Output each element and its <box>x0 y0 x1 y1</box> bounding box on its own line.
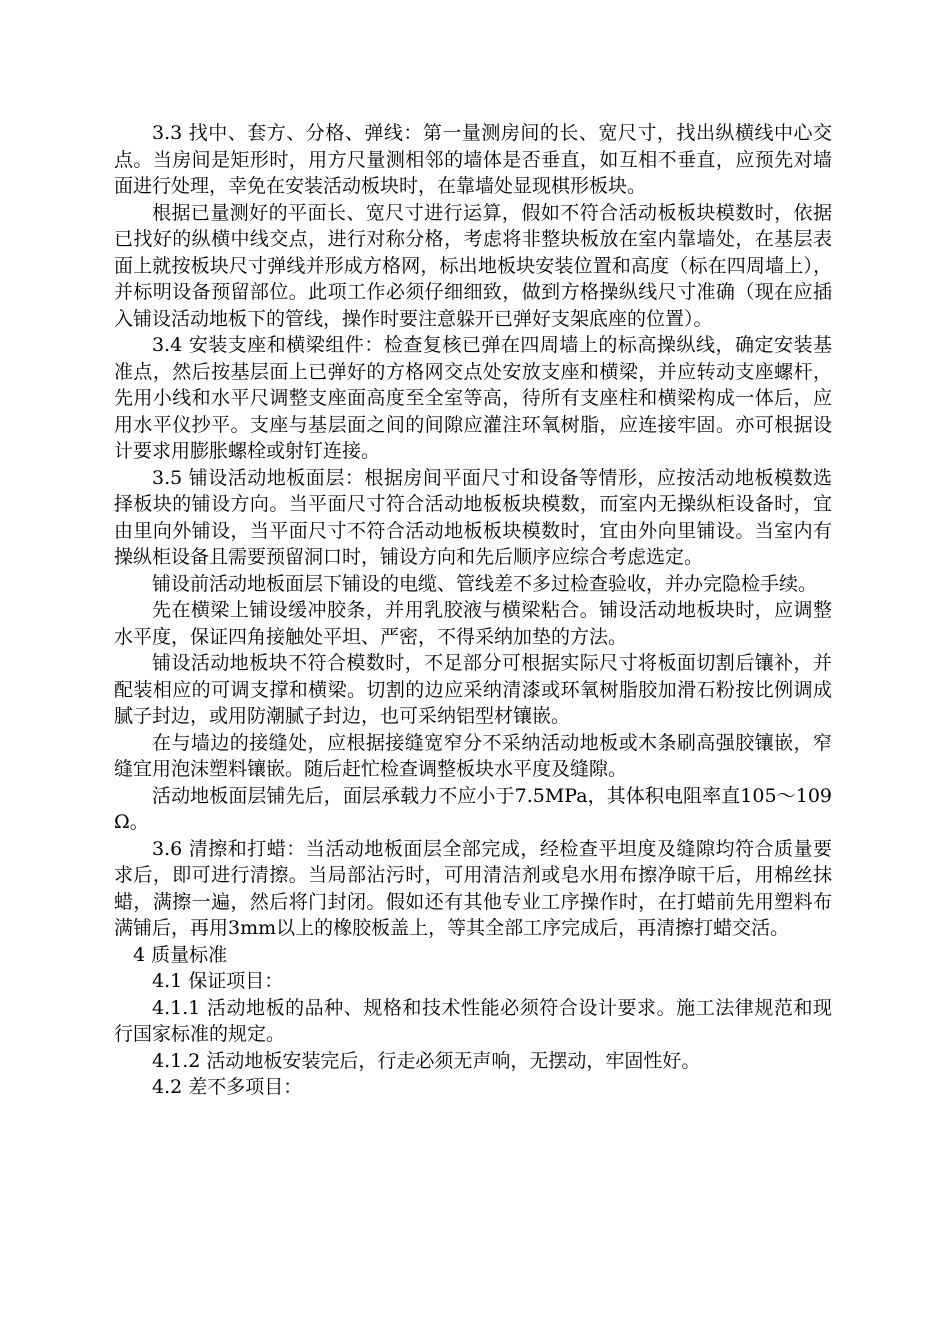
paragraph-4-1: 4.1 保证项目： <box>152 970 284 992</box>
paragraph-cutting: 铺设活动地板块不符合模数时，不足部分可根据实际尺寸将板面切割后镶补，并配装相应的可调支撑和横梁。切割的边应采纳清漆或环氧树脂胶加滑石粉按比例调成腻子封边，或用防潮腻子封边，也可采纳铝型材镶嵌。 <box>114 652 832 727</box>
paragraph-buffer-strip: 先在横梁上铺设缓冲胶条，并用乳胶液与横梁粘合。铺设活动地板块时，应调整水平度，保证四角接触处平坦、严密，不得采纳加垫的方法。 <box>114 599 832 648</box>
paragraph-3-4: 3.4 安装支座和横梁组件：检查复核已弹在四周墙上的标高操纵线，确定安装基准点，然后按基层面上已弹好的方格网交点处安放支座和横梁，并应转动支座螺杆，先用小线和水平尺调整支座面高度至全室等高，待所有支座柱和横梁构成一体后，应用水平仪抄平。支座与基层面之间的间隙应灌注环氧树脂，应连接牢固。亦可根据设计要求用膨胀螺栓或射钉连接。 <box>114 334 832 462</box>
paragraph-4-1-2: 4.1.2 活动地板安装完后，行走必须无声响，无摆动，牢固性好。 <box>152 1049 701 1072</box>
paragraph-3-6: 3.6 清擦和打蜡：当活动地板面层全部完成，经检查平坦度及缝隙均符合质量要求后，即可进行清擦。当局部沾污时，可用清洁剂或皂水用布擦净晾干后，用棉丝抹蜡，满擦一遍，然后将门封闭。假如还有其他专业工序操作时，在打蜡前先用塑料布满铺后，再用3mm以上的橡胶板盖上，等其全部工序完成后，再清擦打蜡交活。 <box>114 837 832 939</box>
paragraph-load-capacity: 活动地板面层铺先后，面层承载力不应小于7.5MPa，其体积电阻率直105～109Ω。 <box>114 784 832 833</box>
paragraph-cable-inspection: 铺设前活动地板面层下铺设的电缆、管线差不多过检查验收，并办完隐检手续。 <box>152 572 818 595</box>
paragraph-3-3: 3.3 找中、套方、分格、弹线：第一量测房间的长、宽尺寸，找出纵横线中心交点。当房间是矩形时，用方尺量测相邻的墙体是否垂直，如互相不垂直，应预先对墙面进行处理，幸免在安装活动板块时，在靠墙处显现棋形板块。 <box>114 122 832 197</box>
document-body <box>114 120 832 1101</box>
paragraph-layout-calculation: 根据已量测好的平面长、宽尺寸进行运算，假如不符合活动板板块模数时，依据已找好的纵横中线交点，进行对称分格，考虑将非整块板放在室内靠墙处，在基层表面上就按板块尺寸弹线并形成方格网，标出地板块安装位置和高度（标在四周墙上），并标明设备预留部位。此项工作必须仔细细致，做到方格操纵线尺寸准确（现在应插入铺设活动地板下的管线，操作时要注意躲开已弹好支架底座的位置）。 <box>114 201 832 330</box>
paragraph-wall-seam: 在与墙边的接缝处，应根据接缝宽窄分不采纳活动地板或木条刷高强胶镶嵌，窄缝宜用泡沫塑料镶嵌。随后赶忙检查调整板块水平度及缝隙。 <box>114 731 832 780</box>
paragraph-3-5: 3.5 铺设活动地板面层：根据房间平面尺寸和设备等情形，应按活动地板模数选择板块的铺设方向。当平面尺寸符合活动地板板块模数，而室内无操纵柜设备时，宜由里向外铺设，当平面尺寸不符合活动地板板块模数时，宜由外向里铺设。当室内有操纵柜设备且需要预留洞口时，铺设方向和先后顺序应综合考虑选定。 <box>114 466 832 568</box>
section-heading-4: 4 质量标准 <box>133 943 228 966</box>
paragraph-4-1-1: 4.1.1 活动地板的品种、规格和技术性能必须符合设计要求。施工法律规范和现行国家标准的规定。 <box>114 996 832 1045</box>
paragraph-4-2: 4.2 差不多项目： <box>152 1076 303 1098</box>
